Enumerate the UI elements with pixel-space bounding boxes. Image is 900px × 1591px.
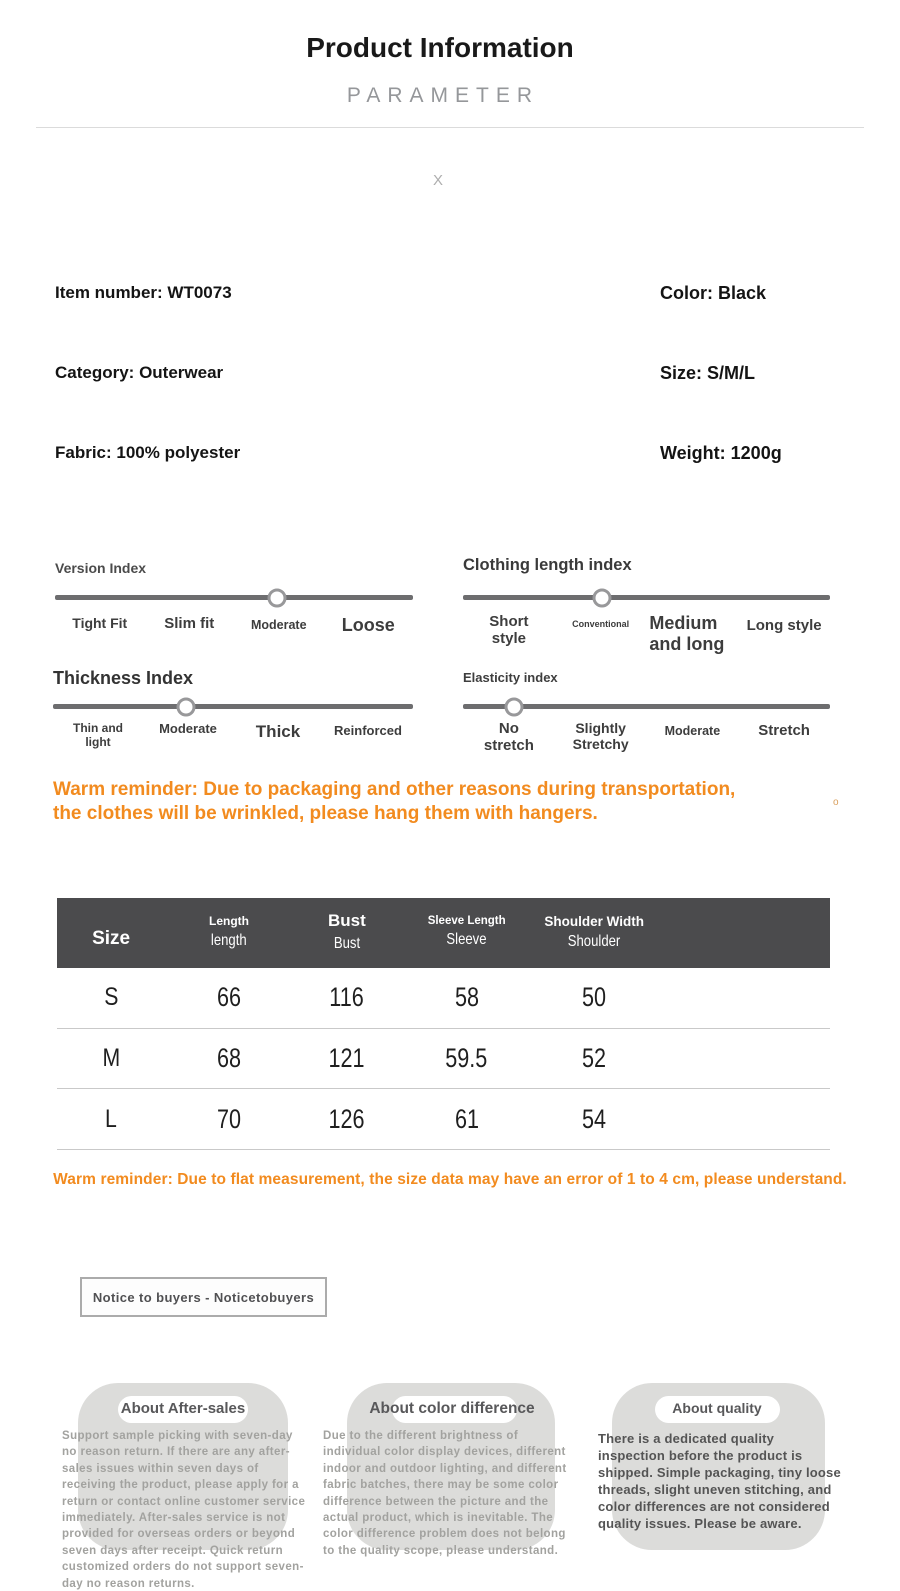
quality-body: There is a dedicated quality inspection before the product is shipped. Simple packaging, tiny loose threads, slight uneven stitching, and color differences are not considered quality issues. Please be aware. — [598, 1431, 841, 1531]
slider-track — [53, 704, 413, 709]
elasticity-index-slider — [463, 670, 830, 765]
bust-value: 116 — [329, 982, 365, 1013]
table-row — [57, 1089, 830, 1150]
slider-title: Thickness Index — [53, 668, 194, 688]
color-difference-body: Due to the different brightness of individual color display devices, different indoor and outdoor lighting, and different fabric batches, there may be some color difference between the picture and the actual product, which is inevitable. The color difference problem does not belong to the quality scope, please understand. — [323, 1430, 567, 1557]
slider-knob[interactable] — [267, 588, 286, 607]
size-table-header — [57, 898, 830, 968]
slider-label: Stretch — [758, 722, 810, 739]
weight-value: Weight: 1200g — [660, 443, 782, 463]
category-value: Category: Outerwear — [55, 363, 224, 382]
page-subtitle: PARAMETER — [346, 84, 540, 107]
slider-label: Slightly Stretchy — [572, 720, 629, 753]
size-s: S — [104, 983, 119, 1012]
slider-track — [55, 595, 413, 600]
shoulder-value: 54 — [582, 1103, 607, 1134]
slider-knob[interactable] — [505, 697, 524, 716]
size-table — [57, 898, 830, 1150]
slider-label: Moderate — [664, 724, 721, 738]
slider-knob[interactable] — [593, 588, 612, 607]
after-sales-title: About After-sales — [120, 1400, 246, 1417]
column-header-bust: Bust Bust — [327, 911, 366, 952]
transport-warm-reminder-line2: the clothes will be wrinkled, please hang them with hangers. — [53, 802, 598, 824]
slider-label: Long style — [746, 617, 822, 634]
page-title: Product Information — [306, 32, 574, 63]
sleeve-value: 61 — [454, 1103, 479, 1134]
shoulder-value: 52 — [582, 1043, 607, 1074]
thickness-index-slider — [53, 668, 413, 763]
sleeve-value: 59.5 — [445, 1043, 488, 1074]
bust-value: 126 — [328, 1103, 365, 1134]
column-header-shoulder: Shoulder Width Shoulder — [544, 913, 645, 950]
table-row — [57, 968, 830, 1029]
size-l: L — [105, 1104, 118, 1133]
slider-title: Elasticity index — [463, 670, 558, 685]
slider-title: Version Index — [55, 560, 147, 576]
transport-warm-reminder — [53, 778, 853, 825]
slider-knob[interactable] — [177, 697, 196, 716]
divider — [36, 127, 864, 128]
notice-to-buyers-box — [80, 1277, 327, 1317]
transport-warm-reminder-line1: Warm reminder: Due to packaging and other reasons during transportation, — [53, 779, 736, 800]
size-m: M — [102, 1044, 120, 1073]
column-header-size: Size — [92, 928, 131, 949]
color-value: Color: Black — [660, 283, 767, 303]
column-header-empty — [656, 898, 830, 968]
length-value: 68 — [216, 1043, 241, 1074]
slider-label: Conventional — [572, 619, 630, 629]
length-value: 66 — [216, 982, 241, 1013]
slider-label: No stretch — [483, 720, 534, 755]
slider-label: Moderate — [250, 618, 307, 632]
clothing-length-slider — [463, 556, 830, 654]
slider-label: Loose — [341, 615, 395, 635]
length-value: 70 — [216, 1103, 241, 1134]
column-header-sleeve: Sleeve Length Sleeve — [427, 915, 506, 948]
slider-label: Moderate — [159, 721, 217, 736]
slider-track — [463, 704, 830, 709]
column-header-length: Length length — [208, 914, 249, 949]
shoulder-value: 50 — [582, 982, 607, 1013]
slider-label: Slim fit — [164, 615, 215, 632]
notice-to-buyers-label: Notice to buyers - Noticetobuyers — [92, 1289, 315, 1305]
bust-value: 121 — [328, 1043, 365, 1074]
slider-label: Thin and light — [73, 721, 123, 749]
color-difference-title: About color difference — [369, 1400, 535, 1417]
slider-label: Tight Fit — [72, 615, 128, 631]
slider-label: Short style — [489, 613, 529, 648]
slider-label: Medium and long — [649, 613, 725, 654]
quality-title: About quality — [672, 1400, 762, 1416]
sleeve-value: 58 — [454, 982, 479, 1013]
table-row — [57, 1029, 830, 1090]
stray-mark: o — [833, 797, 839, 808]
version-index-slider — [55, 560, 413, 655]
after-sales-body: Support sample picking with seven-day no reason return. If there are any after-sales issues within seven days of receiving the product, please apply for a return or contact online customer service immediately. After-sales service is not provided for overseas orders or beyond seven days after receipt. Quick return customized orders do not support seven-day no reason returns. — [62, 1430, 306, 1590]
measurement-warm-reminder: Warm reminder: Due to flat measurement, the size data may have an error of 1 to 4 cm, please understand. — [53, 1171, 847, 1188]
slider-label: Reinforced — [334, 723, 402, 738]
fabric-value: Fabric: 100% polyester — [55, 443, 241, 462]
item-number-value: Item number: WT0073 — [55, 283, 232, 302]
size-value: Size: S/M/L — [660, 363, 756, 383]
slider-label: Thick — [255, 722, 301, 741]
slider-title: Clothing length index — [463, 556, 632, 574]
x-divider: X — [432, 172, 443, 189]
slider-track — [463, 595, 830, 600]
